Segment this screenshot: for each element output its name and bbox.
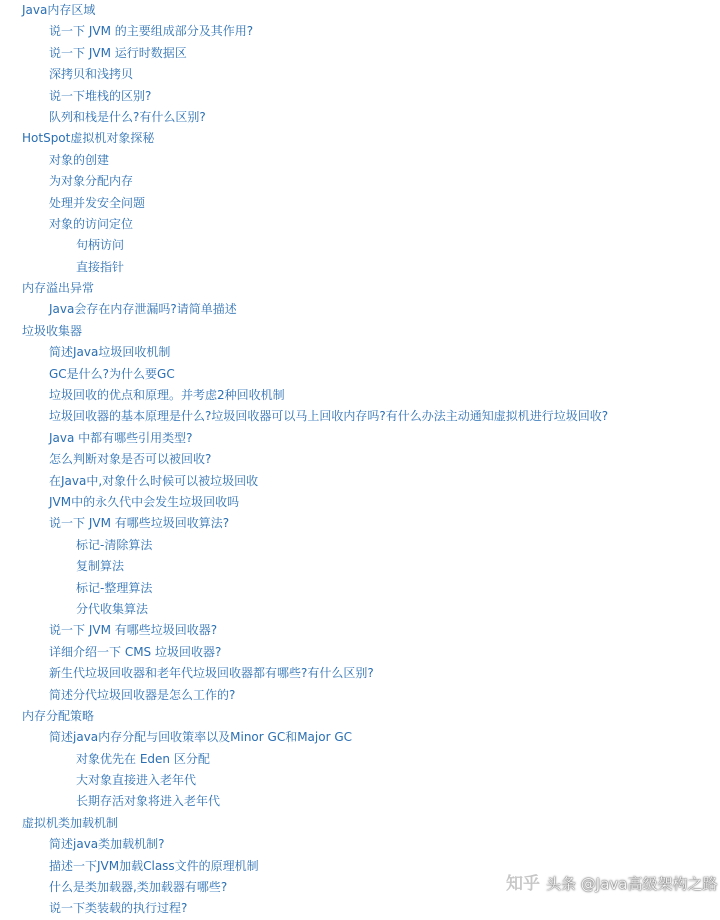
toc-item-link[interactable]: 对象的创建 — [49, 152, 110, 167]
toc-subitem-link[interactable]: 长期存活对象将进入老年代 — [76, 794, 221, 809]
toc-item-link[interactable]: 新生代垃圾回收器和老年代垃圾回收器都有哪些?有什么区别? — [49, 666, 374, 681]
toc-item-link[interactable]: 怎么判断对象是否可以被回收? — [49, 452, 212, 467]
toc-section-link[interactable]: 内存分配策略 — [22, 708, 95, 723]
toc-item-link[interactable]: 垃圾回收的优点和原理。并考虑2种回收机制 — [49, 388, 285, 403]
toc-section-link[interactable]: Java内存区域 — [22, 3, 96, 17]
toc-item-link[interactable]: 在Java中,对象什么时候可以被垃圾回收 — [49, 473, 259, 488]
toc-item-link[interactable]: 深拷贝和浅拷贝 — [49, 67, 134, 82]
toc-item-link[interactable]: 说一下 JVM 有哪些垃圾回收算法? — [49, 516, 230, 531]
toc-item-link[interactable]: 处理并发安全问题 — [49, 195, 146, 210]
toc-item-link[interactable]: 简述java类加载机制? — [49, 837, 165, 852]
toc-item-link[interactable]: 说一下堆栈的区别? — [49, 88, 152, 103]
watermark — [506, 870, 717, 898]
toc-subitem-link[interactable]: 标记-整理算法 — [76, 580, 153, 595]
toc-section-link[interactable]: 虚拟机类加载机制 — [22, 815, 119, 830]
watermark-account: 头条 @Java高级架构之路 — [546, 875, 718, 893]
toc-item-link[interactable]: 队列和栈是什么?有什么区别? — [49, 109, 206, 124]
toc-item-link[interactable]: Java会存在内存泄漏吗?请简单描述 — [49, 302, 237, 317]
toc-subitem-link[interactable]: 复制算法 — [76, 559, 125, 574]
toc-item-link[interactable]: 简述Java垃圾回收机制 — [49, 345, 171, 360]
toc-subitem-link[interactable]: 大对象直接进入老年代 — [76, 773, 197, 788]
toc-item-link[interactable]: 为对象分配内存 — [49, 174, 134, 189]
toc-section-link[interactable]: 垃圾收集器 — [22, 323, 83, 338]
toc-subitem-link[interactable]: 分代收集算法 — [76, 601, 149, 616]
toc-item-link[interactable]: JVM中的永久代中会发生垃圾回收吗 — [49, 494, 240, 509]
toc-item-link[interactable]: 对象的访问定位 — [49, 216, 134, 231]
toc-section-link[interactable]: HotSpot虚拟机对象探秘 — [22, 131, 155, 146]
toc-item-link[interactable]: 简述分代垃圾回收器是怎么工作的? — [49, 687, 236, 702]
toc-subitem-link[interactable]: 标记-清除算法 — [76, 537, 153, 552]
toc-item-link[interactable]: 简述java内存分配与回收策率以及Minor GC和Major GC — [49, 730, 353, 745]
toc-subitem-link[interactable]: 直接指针 — [76, 259, 125, 274]
toc-item-link[interactable]: 说一下 JVM 的主要组成部分及其作用? — [49, 24, 254, 39]
toc-item-link[interactable]: 说一下 JVM 运行时数据区 — [49, 45, 187, 60]
toc-subitem-link[interactable]: 对象优先在 Eden 区分配 — [76, 751, 210, 766]
toc-item-link[interactable]: 什么是类加载器,类加载器有哪些? — [49, 880, 228, 895]
toc-item-link[interactable]: 说一下类装载的执行过程? — [49, 901, 188, 916]
toc-item-link[interactable]: Java 中都有哪些引用类型? — [49, 430, 193, 445]
toc-item-link[interactable]: 说一下 JVM 有哪些垃圾回收器? — [49, 623, 218, 638]
watermark-platform: 知乎 — [506, 874, 540, 894]
toc-item-link[interactable]: 描述一下JVM加载Class文件的原理机制 — [49, 858, 259, 873]
toc-item-link[interactable]: 垃圾回收器的基本原理是什么?垃圾回收器可以马上回收内存吗?有什么办法主动通知虚拟机进行垃圾回收? — [49, 409, 609, 424]
toc-item-link[interactable]: GC是什么?为什么要GC — [49, 366, 175, 381]
toc-section-link[interactable]: 内存溢出异常 — [22, 281, 95, 296]
toc-item-link[interactable]: 详细介绍一下 CMS 垃圾回收器? — [49, 644, 222, 659]
toc-subitem-link[interactable]: 句柄访问 — [76, 238, 125, 253]
